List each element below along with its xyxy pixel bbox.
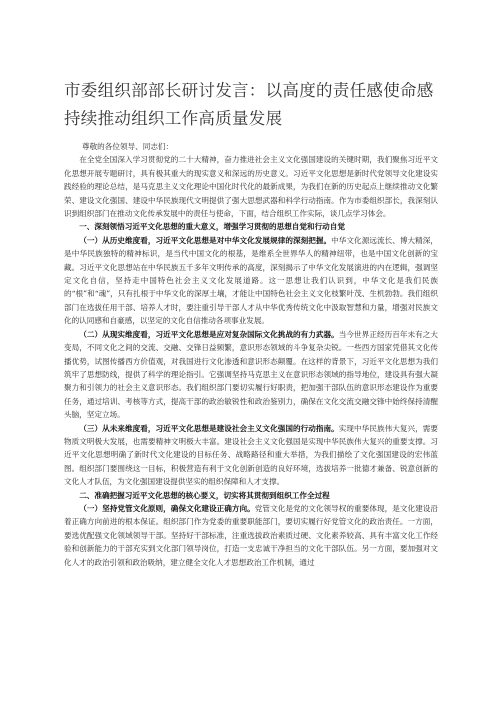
document-title [64, 0, 438, 130]
section-2-subsection-1 [64, 502, 438, 569]
section-1-subsection-3 [64, 422, 438, 489]
subsection-heading: （一）从历史维度看，习近平文化思想是对中华文化发展规律的深刻把握。 [79, 235, 332, 245]
subsection-text: 中华文化源远流长、博大精深，是中华民族独特的精神标识，是当代中国文化的根基，是维系全世界华人的精神纽带，也是中国文化创新的宝藏。习近平文化思想站在中华民族五千多年文明传承的高度，深刻揭示了中华文化发展演进的内在逻辑，强调坚定文化自信，坚持走中国特色社会主义文化发展道路。这一思想让我们认识到，中华文化是我们民族的“根”和“魂”，只有扎根于中华文化的深厚土壤，才能让中国特色社会主义文化枝繁叶茂、生机勃勃。我们组织部门在选拔任用干部、培养人才时，要注重引导干部人才从中华优秀传统文化中汲取智慧和力量，增强对民族文化的认同感和自豪感，以坚定的文化自信推动各项事业发展。 [64, 235, 439, 326]
subsection-text: 当今世界正经历百年未有之大变局，不同文化之间的交流、交融、交锋日益频繁，意识形态领域的斗争复杂尖锐。一些西方国家凭借其文化传播优势，试图传播西方价值观，对我国进行文化渗透和意识形态颠覆。在这样的背景下，习近平文化思想为我们筑牢了思想防线，提供了科学的理论指引。它强调坚持马克思主义在意识形态领域的指导地位，建设具有强大凝聚力和引领力的社会主义意识形态。我们组织部门要切实履行好职责，把加强干部队伍的意识形态建设作为重要任务，通过培训、考核等方式，提高干部的政治敏锐性和政治鉴别力，确保在文化交流交融交锋中始终保持清醒头脑，坚定立场。 [64, 329, 438, 420]
subsection-heading: （三）从未来维度看，习近平文化思想是建设社会主义文化强国的行动指南。 [79, 423, 339, 433]
subsection-heading: （二）从现实维度看，习近平文化思想是应对复杂国际文化挑战的有力武器。 [79, 329, 339, 339]
section-1-heading: 一、深刻领悟习近平文化思想的重大意义，增强学习贯彻的思想自觉和行动自觉 [79, 222, 345, 232]
title-line-1: 市委组织部部长研讨发言：以高度的责任感使命感 [64, 81, 434, 100]
document-body [64, 140, 438, 569]
section-1-subsection-2 [64, 328, 438, 422]
intro-paragraph: 在全党全国深入学习贯彻党的二十大精神，奋力推进社会主义文化强国建设的关键时期，我们聚焦习近平文化思想开展专题研讨，具有极其重大的现实意义和深远的历史意义。习近平文化思想是新时代党领导文化建设实践经验的理论总结，是马克思主义文化理论中国化时代化的最新成果，为我们在新的历史起点上继续推动文化繁荣、建设文化强国、建设中华民族现代文明提供了强大思想武器和科学行动指南。作为市委组织部长，我深刻认识到组织部门在推动文化传承发展中的责任与使命，下面，结合组织工作实际，谈几点学习体会。 [64, 155, 438, 219]
title-line-2: 持续推动组织工作高质量发展 [64, 109, 283, 128]
section-1-subsection-1 [64, 234, 438, 328]
subsection-heading: （一）坚持党管文化原则，确保文化建设正确方向。 [79, 503, 255, 513]
salutation: 尊敬的各位领导、同志们： [82, 142, 174, 151]
subsection-text: 实现中华民族伟大复兴，需要物质文明极大发展，也需要精神文明极大丰富。建设社会主义文化强国是实现中华民族伟大复兴的重要支撑。习近平文化思想明确了新时代文化建设的目标任务、战略路径和重大举措，为我们描绘了文化强国建设的宏伟蓝图。组织部门要围绕这一目标，积极营造有利于文化创新创造的良好环境，选拔培养一批德才兼备、锐意创新的文化人才队伍，为文化强国建设提供坚实的组织保障和人才支撑。 [64, 423, 438, 487]
section-2-heading: 二、准确把握习近平文化思想的核心要义，切实将其贯彻到组织工作全过程 [79, 490, 330, 500]
subsection-text: 党管文化是党的文化领导权的重要体现，是文化建设沿着正确方向前进的根本保证。组织部门作为党委的重要职能部门，要切实履行好党管文化的政治责任。一方面，要选优配强文化领域领导干部。坚持好干部标准，注重选拔政治素质过硬、文化素养较高、具有丰富文化工作经验和创新能力的干部充实到文化部门领导岗位，打造一支忠诚干净担当的文化干部队伍。另一方面，要加强对文化人才的政治引领和政治吸纳，建立健全文化人才思想政治工作机制，通过 [64, 503, 438, 567]
